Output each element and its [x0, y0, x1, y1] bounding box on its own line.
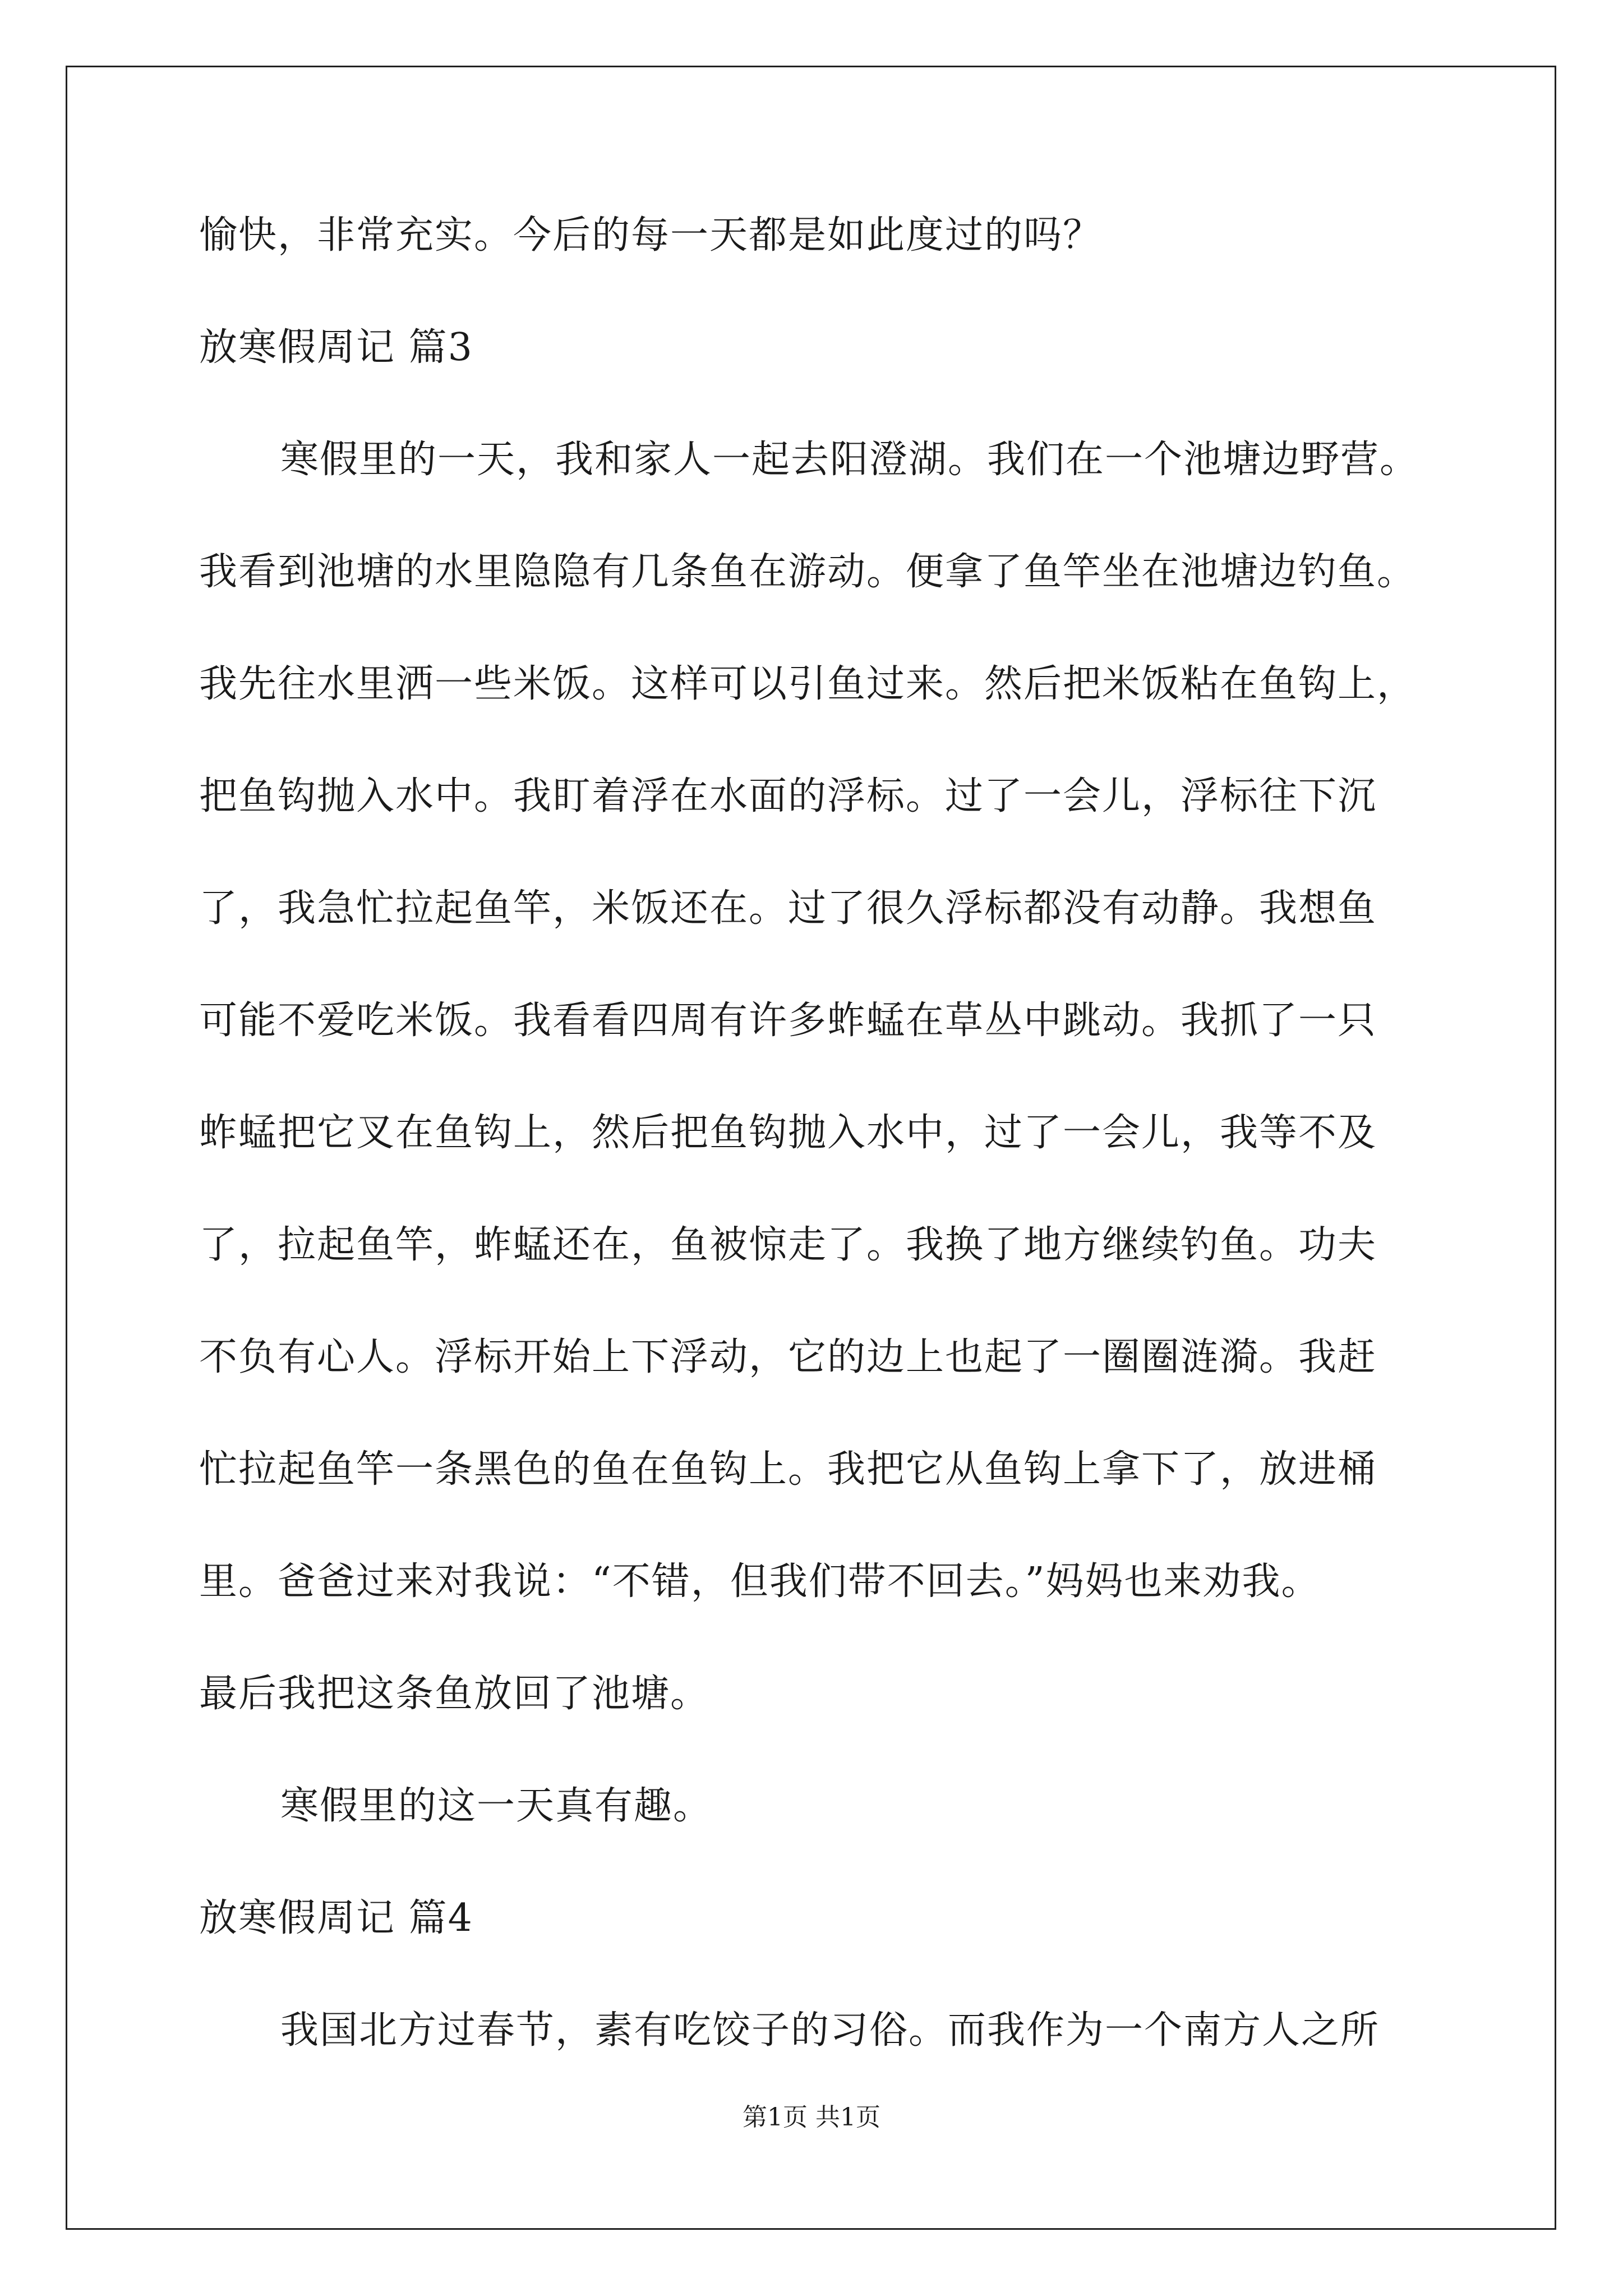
body-line: 不负有心人。浮标开始上下浮动，它的边上也起了一圈圈涟漪。我赶: [199, 1335, 1377, 1379]
page-number: 第1页 共1页: [743, 2103, 880, 2132]
body-line: 忙拉起鱼竿一条黑色的鱼在鱼钩上。我把它从鱼钩上拿下了，放进桶: [199, 1447, 1377, 1492]
body-line: 了，拉起鱼竿，蚱蜢还在，鱼被惊走了。我换了地方继续钓鱼。功夫: [199, 1223, 1377, 1267]
body-line: 把鱼钩抛入水中。我盯着浮在水面的浮标。过了一会儿，浮标往下沉: [199, 774, 1377, 818]
section-heading: 放寒假周记 篇3: [199, 325, 473, 370]
section-heading: 放寒假周记 篇4: [199, 1896, 473, 1940]
body-line: 寒假里的这一天真有趣。: [280, 1784, 713, 1828]
body-line: 最后我把这条鱼放回了池塘。: [199, 1672, 710, 1716]
body-line: 里。爸爸过来对我说：“不错，但我们带不回去。”妈妈也来劝我。: [199, 1559, 1321, 1604]
body-line: 寒假里的一天，我和家人一起去阳澄湖。我们在一个池塘边野营。: [280, 438, 1419, 482]
body-line: 我国北方过春节，素有吃饺子的习俗。而我作为一个南方人之所: [280, 2008, 1380, 2053]
body-line: 了，我急忙拉起鱼竿，米饭还在。过了很久浮标都没有动静。我想鱼: [199, 886, 1377, 931]
body-line: 蚱蜢把它叉在鱼钩上，然后把鱼钩抛入水中，过了一会儿，我等不及: [199, 1111, 1377, 1155]
body-line: 我看到池塘的水里隐隐有几条鱼在游动。便拿了鱼竿坐在池塘边钓鱼。: [199, 550, 1417, 594]
body-line: 愉快，非常充实。今后的每一天都是如此度过的吗？: [199, 213, 1103, 257]
body-line: 我先往水里洒一些米饭。这样可以引鱼过来。然后把米饭粘在鱼钩上，: [199, 662, 1417, 706]
body-line: 可能不爱吃米饭。我看看四周有许多蚱蜢在草丛中跳动。我抓了一只: [199, 999, 1377, 1043]
